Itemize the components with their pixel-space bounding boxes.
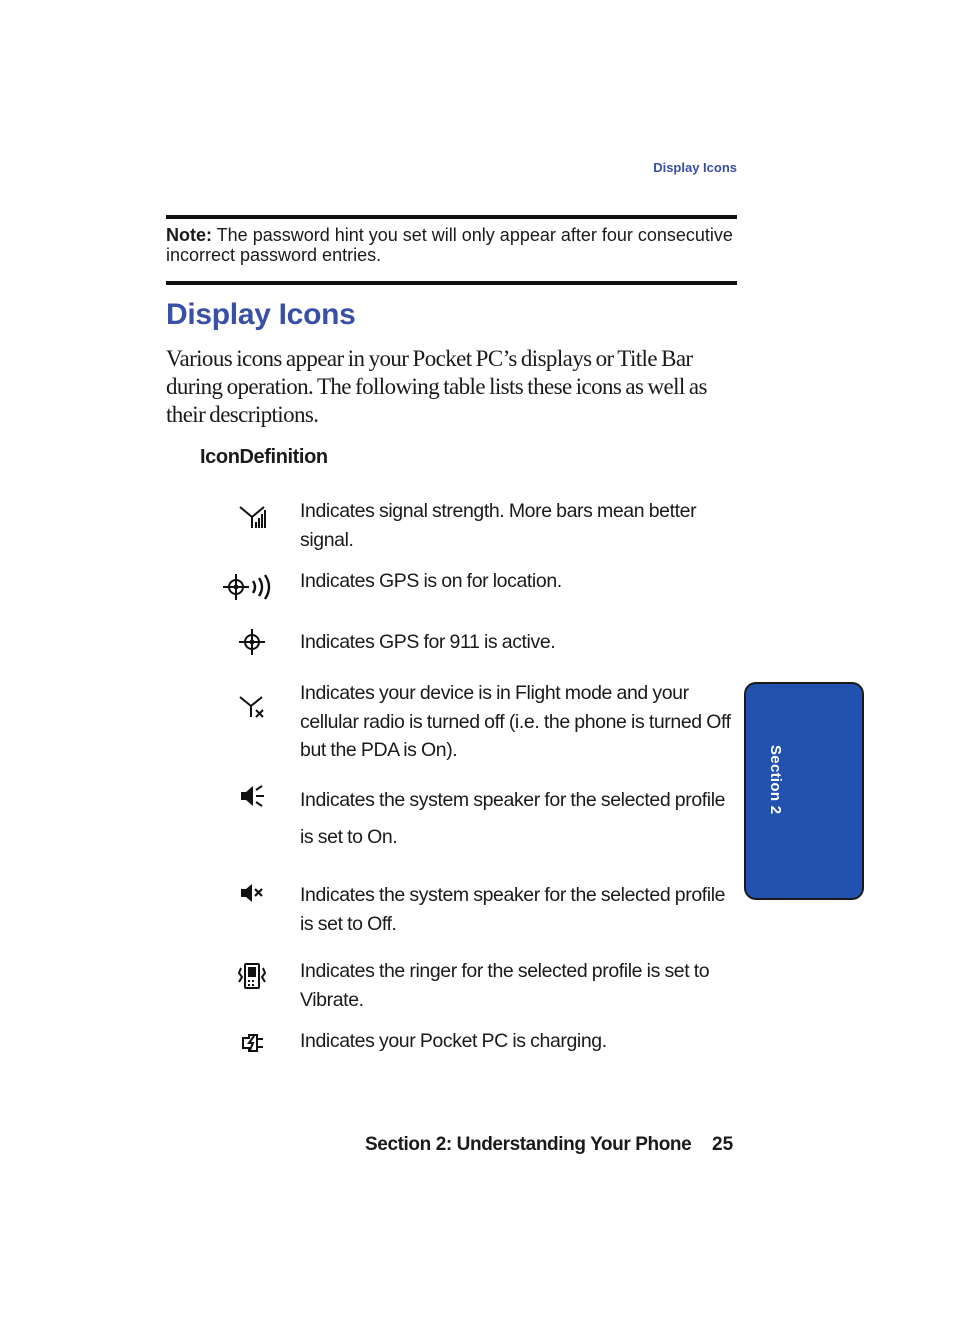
icon-description: Indicates GPS is on for location. — [300, 570, 562, 592]
running-header: Display Icons — [653, 160, 737, 175]
vibrate-icon — [222, 958, 282, 994]
speaker-off-icon — [222, 875, 282, 911]
speaker-on-icon — [222, 778, 282, 814]
note-box — [166, 215, 737, 285]
icon-description: Indicates signal strength. More bars mean better signal. — [300, 500, 697, 551]
signal-strength-icon — [222, 499, 282, 535]
icon-description: Indicates GPS for 911 is active. — [300, 631, 556, 653]
section-title: Display Icons — [166, 298, 356, 331]
table-header: IconDefinition — [200, 446, 328, 468]
note-label: Note: — [166, 225, 212, 245]
page-number: 25 — [712, 1134, 734, 1155]
icon-description: Indicates the system speaker for the selected profile is set to Off. — [300, 884, 726, 935]
gps-on-icon — [220, 569, 280, 605]
charging-icon — [222, 1025, 282, 1061]
section-tab — [746, 684, 862, 898]
footer-title: Section 2: Understanding Your Phone — [365, 1134, 692, 1155]
icon-description: Indicates your device is in Flight mode and your cellular radio is turned off (i.e. the phone is turned Off but the PDA is On). — [300, 682, 731, 761]
section-tab-label: Section 2 — [767, 745, 784, 815]
flight-mode-icon — [222, 689, 282, 725]
gps-911-icon — [222, 624, 282, 660]
icon-description: Indicates the ringer for the selected profile is set to Vibrate. — [300, 960, 710, 1011]
icon-description: Indicates your Pocket PC is charging. — [300, 1030, 607, 1052]
note-text: The password hint you set will only appear after four consecutive incorrect password entries. — [166, 225, 733, 265]
intro-paragraph: Various icons appear in your Pocket PC’s displays or Title Bar during operation. The following table lists these icons as well as their descriptions. — [166, 346, 707, 427]
icon-description: Indicates the system speaker for the selected profile is set to On. — [300, 789, 726, 848]
